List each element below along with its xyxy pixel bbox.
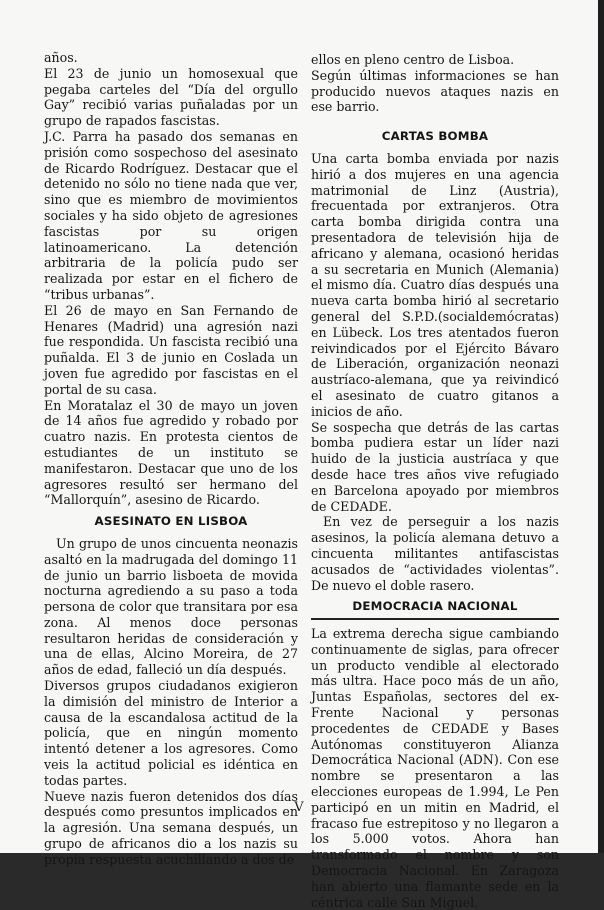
paragraph: Diversos grupos ciudadanos exigieron la dimisión del ministro de Interior a causa de la escandalosa actitud de la policía, que en ningún momento intentó detener a los agresores. Como veis la actitud policial es idéntica en todas partes. [44, 678, 298, 788]
paragraph: Se sospecha que detrás de las cartas bomba pudiera estar un líder nazi huido de la justicia austríaca y que desde hace tres años vive refugiado en Barcelona apoyado por miembros de CEDADE. [311, 419, 559, 514]
section-heading-cartas-bomba: CARTAS BOMBA [381, 129, 489, 144]
paragraph: La extrema derecha sigue cambiando continuamente de siglas, para ofrecer un producto vendible al electorado más ultra. Hace poco más de un año, Juntas Españolas, sectores del ex-Frente Nacional y personas procedentes de CEDADE y Bases Autónomas constituyeron Alianza Democrática Nacional (ADN). Con ese nombre se presentaron a las elecciones europeas de 1.994, Le Pen participó en un mitin en Madrid, el fracaso fue estrepitoso y no llegaron a los 5.000 votos. Ahora han transformado el nombre y son Democracia Nacional. En Zaragoza han abierto una flamante sede en la céntrica calle San Miguel. [311, 626, 559, 910]
section-heading-lisboa: ASESINATO EN LISBOA [94, 514, 248, 529]
paragraph: años. [44, 50, 78, 65]
paragraph: ellos en pleno centro de Lisboa. [311, 52, 515, 67]
paragraph: En vez de perseguir a los nazis asesinos, la policía alemana detuvo a cincuenta militantes antifascistas acusados de “actividades violentas”. De nuevo el doble rasero. [311, 514, 559, 593]
left-column [44, 50, 298, 868]
paragraph: J.C. Parra ha pasado dos semanas en prisión como sospechoso del asesinato de Ricardo Rodríguez. Destacar que el detenido no sólo no tiene nada que ver, sino que es miembro de movimientos sociales y ha sido objeto de agresiones fascistas por su origen latinoamericano. La detención arbitraria de la policía pudo ser realizada por estar en el fichero de “tribus urbanas”. [44, 128, 298, 302]
paragraph: Según últimas informaciones se han producido nuevos ataques nazis en ese barrio. [311, 67, 559, 115]
paragraph: El 26 de mayo en San Fernando de Henares (Madrid) una agresión nazi fue respondida. Un fascista recibió una puñalda. El 3 de junio en Coslada un joven fue agredido por fascistas en el portal de su casa. [44, 302, 298, 397]
page-number: V [294, 800, 304, 815]
paragraph: Nueve nazis fueron detenidos dos días después como presuntos implicados en la agresión. Una semana después, un grupo de africanos dio a los nazis su propia respuesta acuchillando a dos de [44, 788, 298, 867]
section-heading-democracia-nacional: DEMOCRACIA NACIONAL [311, 599, 559, 620]
paragraph: El 23 de junio un homosexual que pegaba carteles del “Día del orgullo Gay” recibió varias puñaladas por un grupo de rapados fascistas. [44, 65, 298, 129]
paragraph: En Moratalaz el 30 de mayo un joven de 14 años fue agredido y robado por cuatro nazis. En protesta cientos de estudiantes de un instituto se manifestaron. Destacar que uno de los agresores resultó ser hermano del “Mallorquín”, asesino de Ricardo. [44, 397, 298, 508]
paragraph: Un grupo de unos cincuenta neonazis asaltó en la madrugada del domingo 11 de junio un barrio lisboeta de movida nocturna agrediendo a su paso a toda persona de color que transitara por esa zona. Al menos doce personas resultaron heridas de consideración y una de ellas, Alcino Moreira, de 27 años de edad, falleció un día después. [44, 535, 298, 678]
paragraph: Una carta bomba enviada por nazis hirió a dos mujeres en una agencia matrimonial de Linz (Austria), frecuentada por extranjeros. Otra carta bomba dirigida contra una presentadora de televisión hija de africano y alemana, ocasionó heridas a su secretaria en Munich (Alemania) el mismo día. Cuatro días después una nueva carta bomba hirió al secretario general del S.P.D.(socialdemócratas) en Lübeck. Los tres atentados fueron reivindicados por el Ejército Bávaro de Liberación, organización neonazi austríaco-alemana, que ya reivindicó el asesinato de cuatro gitanos a inicios de año. [311, 150, 559, 419]
right-column [311, 52, 559, 910]
